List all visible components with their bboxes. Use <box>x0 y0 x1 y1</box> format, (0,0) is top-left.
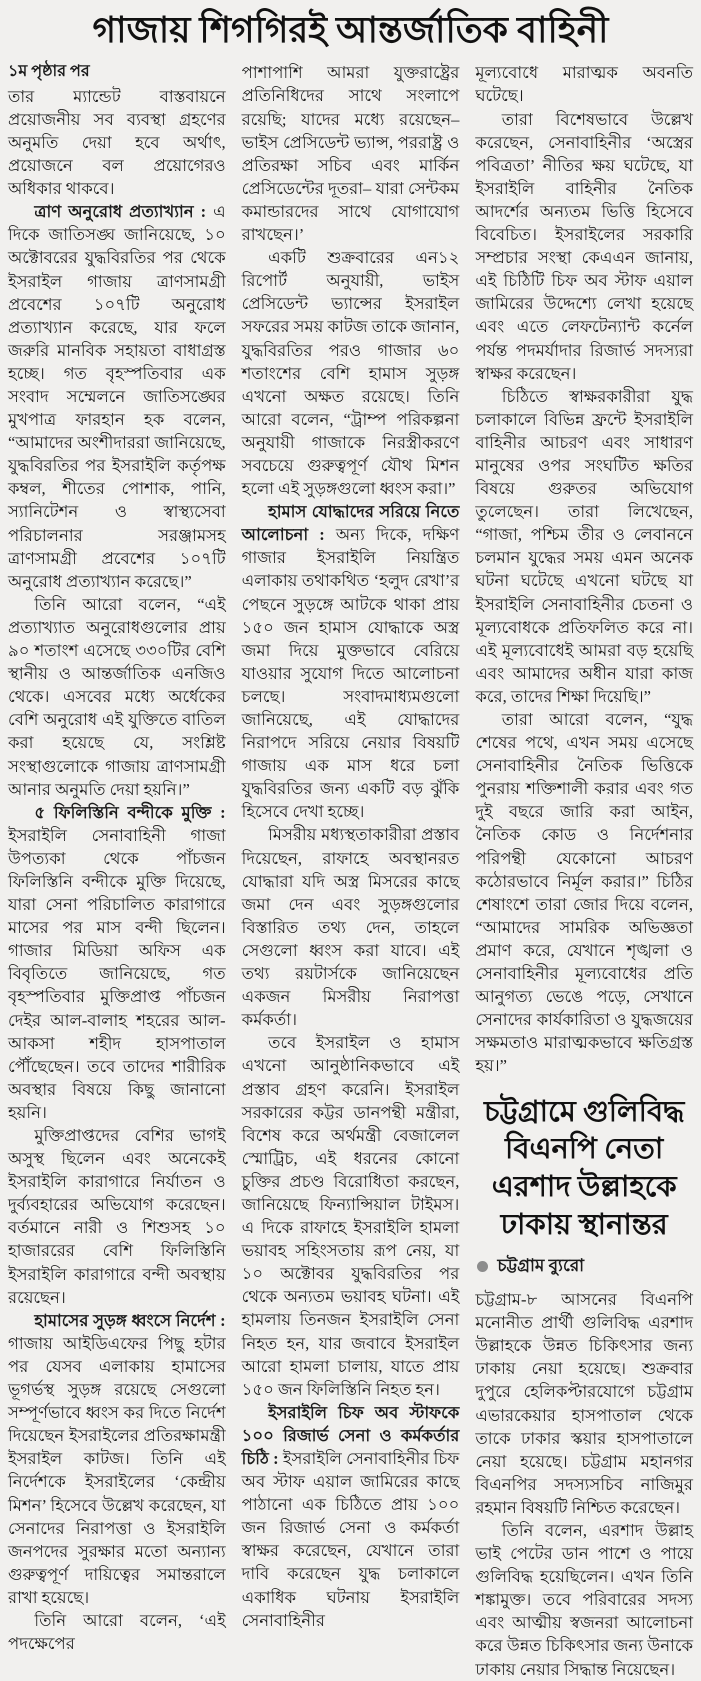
paragraph-text: ইসরাইলি সেনাবাহিনীর চিফ অব স্টাফ এয়াল জামিরের কাছে পাঠানো এক চিঠিতে প্রায় ১০০ জন রিজার্ভ সেনা ও কর্মকর্তা স্বাক্ষর করেছেন, যেখানে তারা দাবি করেছেন যুদ্ধ চলাকালে একাধিক ঘটনায় ইসরাইলি সেনাবাহিনীর <box>241 1449 460 1630</box>
paragraph <box>475 708 693 1078</box>
paragraph-text: তবে ইসরাইল ও হামাস এখনো আনুষ্ঠানিকভাবে এই প্রস্তাব গ্রহণ করেনি। ইসরাইল সরকারের কট্টর ডানপন্থী মন্ত্রীরা, বিশেষ করে অর্থমন্ত্রী বেজালেল স্মোট্রিচ, এই ধরনের কোনো চুক্তির প্রচণ্ড বিরোধিতা করছেন, জানিয়েছে ফিন্যান্সিয়াল টাইমস। এ দিকে রাফাহে ইসরাইলি হামলা ভয়াবহ সহিংসতায় রূপ নেয়, যা ১০ অক্টোবর যুদ্ধবিরতির পর থেকে অন্যতম ভয়াবহ ঘটনা। এই হামলায় তিনজন ইসরাইলি সেনা নিহত হন, যার জবাবে ইসরাইল আরো হামলা চালায়, যাতে প্রায় ১৫০ জন ফিলিস্তিনি নিহত হন। <box>241 1033 460 1399</box>
paragraph-text: চট্টগ্রাম-৮ আসনের বিএনপি মনোনীত প্রার্থী গুলিবিদ্ধ এরশাদ উল্লাহকে উন্নত চিকিৎসার জন্য ঢাকায় নেয়া হয়েছে। শুক্রবার দুপুরে হেলিকপ্টারযোগে চট্টগ্রাম এভারকেয়ার হাসপাতাল থেকে তাকে ঢাকার স্কয়ার হাসপাতালে নেয়া হয়েছে। চট্টগ্রাম মহানগর বিএনপির সদস্যসচিব নাজিমুর রহমান বিষয়টি নিশ্চিত করেছেন। <box>475 1290 694 1517</box>
column-3 <box>475 61 693 1680</box>
paragraph-lead: ত্রাণ অনুরোধ প্রত্যাখ্যান : <box>34 202 214 222</box>
article1-headline: গাজায় শিগগিরই আন্তর্জাতিক বাহিনী <box>92 10 609 50</box>
paragraph-lead: ৫ ফিলিস্তিনি বন্দীকে মুক্তি : <box>34 802 226 822</box>
continuation-note: ১ম পৃষ্ঠার পর <box>8 63 90 81</box>
paragraph-text: তারা আরো বলেন, “যুদ্ধ শেষের পথে, এখন সময় এসেছে সেনাবাহিনীর নৈতিক ভিত্তিকে পুনরায় শক্তিশালী করার এবং গত দুই বছরে জারি করা আইন, নৈতিক কোড ও নির্দেশনার পরিপন্থী যেকোনো আচরণ কঠোরভাবে নির্মূল করার।” চিঠির শেষাংশে তারা জোর দিয়ে বলেন, “আমাদের সামরিক অভিজ্ঞতা প্রমাণ করে, যেখানে শৃঙ্খলা ও সেনাবাহিনীর মূল্যবোধের প্রতি আনুগত্য ভেঙে পড়ে, সেখানে সেনাদের কার্যকারিতা ও যুদ্ধজয়ের সক্ষমতাও মারাত্মকভাবে ক্ষতিগ্রস্ত হয়।” <box>475 710 694 1076</box>
paragraph-lead: হামাসের সুড়ঙ্গ ধ্বংসে নির্দেশ : <box>34 1310 226 1330</box>
paragraph-text: মুক্তিপ্রাপ্তদের বেশির ভাগই অসুস্থ ছিলেন এবং অনেকেই ইসরাইলি কারাগারে নির্যাতন ও দুর্ব্যবহারের অভিযোগ করেছেন। বর্তমানে নারী ও শিশুসহ ১০ হাজাররের বেশি ফিলিস্তিনি ইসরাইলি কারাগারে বন্দী অবস্থায় রয়েছেন। <box>8 1126 226 1307</box>
paragraph-text: তারা বিশেষভাবে উল্লেখ করেছেন, সেনাবাহিনীর ‘অস্ত্রের পবিত্রতা’ নীতির ক্ষয় ঘটেছে, যা ইসরাইলি বাহিনীর নৈতিক আদর্শের অন্যতম ভিত্তি হিসেবে বিবেচিত। ইসরাইলের সরকারি সম্প্রচার সংস্থা কেএএন জানায়, এই চিঠিটি চিফ অব স্টাফ এয়াল জামিরের উদ্দেশ্যে লেখা হয়েছে এবং এতে লেফটেন্যান্ট কর্নেল পর্যন্ত পদমর্যাদার রিজার্ভ সদস্যরা স্বাক্ষর করেছেন। <box>475 109 694 383</box>
paragraph-text: চিঠিতে স্বাক্ষরকারীরা যুদ্ধ চলাকালে বিভিন্ন ফ্রন্টে ইসরাইলি বাহিনীর আচরণ এবং সাধারণ মানুষের ওপর সংঘটিত ক্ষতির বিষয়ে গুরুতর অভিযোগ তুলেছেন। তারা লিখেছেন, “গাজা, পশ্চিম তীর ও লেবাননে চলমান যুদ্ধের সময় এমন অনেক ঘটনা ঘটেছে এখনো ঘটছে যা ইসরাইলি সেনাবাহিনীর চেতনা ও মূল্যবোধকে প্রতিফলিত করে না। এই মূল্যবোধেই আমরা বড় হয়েছি এবং আমাদের অধীন যারা কাজ করে, তাদের শিক্ষা দিয়েছি।” <box>475 386 694 706</box>
paragraph <box>242 1401 460 1632</box>
paragraph <box>475 108 693 385</box>
paragraph <box>475 1288 693 1519</box>
paragraph <box>242 500 460 823</box>
paragraph <box>475 61 693 107</box>
paragraph-text: তার ম্যান্ডেট বাস্তবায়নে প্রয়োজনীয় সব ব্যবস্থা গ্রহণের অনুমতি দেয়া হবে অর্থাৎ, প্রয়োজনে বল প্রয়োগেরও অধিকার থাকবে। <box>8 86 226 199</box>
paragraph-lead: ইসরাইলি চিফ অব স্টাফকে ১০০ রিজার্ভ সেনা ও কর্মকর্তার চিঠি : <box>241 1402 460 1469</box>
paragraph <box>242 1031 460 1401</box>
paragraph-text: গাজায় আইডিএফের পিছু হটার পর যেসব এলাকায় হামাসের ভূগর্ভস্থ সুড়ঙ্গ রয়েছে সেগুলো সম্পূর্ণভাবে ধ্বংস কর দিতে নির্দেশ দিয়েছেন ইসরাইলের প্রতিরক্ষামন্ত্রী ইসরাইল কাটজ। তিনি এই নির্দেশকে ইসরাইলের ‘কেন্দ্রীয় মিশন’ হিসেবে উল্লেখ করেছেন, যা সেনাদের নিরাপত্তা ও ইসরাইলি জনপদের সুরক্ষার মতো অন্যান্য গুরুত্বপূর্ণ দায়িত্বের সমান্তরালে রাখা হয়েছে। <box>8 1333 226 1607</box>
paragraph <box>242 823 460 1031</box>
paragraph <box>475 1519 693 1681</box>
paragraph <box>8 1609 226 1655</box>
bullet-icon <box>477 1261 488 1272</box>
paragraph-text: মূল্যবোধে মারাত্মক অবনতি ঘটেছে। <box>475 63 694 106</box>
paragraph-text: ইসরাইলি সেনাবাহিনী গাজা উপত্যকা থেকে পাঁচজন ফিলিস্তিনি বন্দীকে মুক্তি দিয়েছে, যারা সেনা পরিচালিত কারাগারে মাসের পর মাস বন্দী ছিলেন। গাজার মিডিয়া অফিস এক বিবৃতিতে জানিয়েছে, গত বৃহস্পতিবার মুক্তিপ্রাপ্ত পাঁচজন দেইর আল-বালাহ শহরের আল-আকসা শহীদ হাসপাতাল পৌঁছেছেন। তবে তাদের শারীরিক অবস্থার বিষয়ে কিছু জানানো হয়নি। <box>8 825 226 1122</box>
paragraph <box>8 593 226 801</box>
paragraph-text: তিনি আরো বলেন, “এই প্রত্যাখ্যাত অনুরোধগুলোর প্রায় ৯০ শতাংশ এসেছে ৩৩০টির বেশি স্থানীয় ও আন্তর্জাতিক এনজিও থেকে। এসবের মধ্যে অর্ধেকের বেশি অনুরোধ এই যুক্তিতে বাতিল করা হয়েছে যে, সংশ্লিষ্ট সংস্থাগুলোকে গাজায় ত্রাণসামগ্রী আনার অনুমতি দেয়া হয়নি।” <box>8 594 226 799</box>
article2 <box>475 1094 693 1681</box>
paragraph-lead: হামাস যোদ্ধাদের সরিয়ে নিতে আলোচনা : <box>241 502 460 545</box>
paragraph <box>242 246 460 500</box>
paragraph <box>8 1124 226 1309</box>
paragraph-text: মিসরীয় মধ্যস্থতাকারীরা প্রস্তাব দিয়েছেন, রাফাহে অবস্থানরত যোদ্ধারা যদি অস্ত্র মিসরের কাছে জমা দেন এবং সুড়ঙ্গগুলোর বিস্তারিত তথ্য দেন, তাহলে সেগুলো ধ্বংস করা যাবে। এই তথ্য রয়টার্সকে জানিয়েছেন একজন মিসরীয় নিরাপত্তা কর্মকর্তা। <box>241 825 460 1030</box>
paragraph <box>242 61 460 246</box>
article-columns <box>8 61 693 1680</box>
paragraph-text: এ দিকে জাতিসঙ্ঘ জানিয়েছে, ১০ অক্টোবরের যুদ্ধবিরতির পর থেকে ইসরাইল গাজায় ত্রাণসামগ্রী প্রবেশের ১০৭টি অনুরোধ প্রত্যাখ্যান করেছে, যার ফলে জরুরি মানবিক সহায়তা বাধাগ্রস্ত হচ্ছে। গত বৃহস্পতিবার এক সংবাদ সম্মেলনে জাতিসঙ্ঘের মুখপাত্র ফারহান হক বলেন, “আমাদের অংশীদাররা জানিয়েছে, যুদ্ধবিরতির পর ইসরাইলি কর্তৃপক্ষ কম্বল, শীতের পোশাক, পানি, স্যানিটেশন ও স্বাস্থ্যসেবা পরিচালনার সরঞ্জামসহ ত্রাণসামগ্রী প্রবেশের ১০৭টি অনুরোধ প্রত্যাখ্যান করেছে।” <box>8 202 226 591</box>
paragraph <box>475 385 693 708</box>
paragraph-text: পাশাপাশি আমরা যুক্তরাষ্ট্রের প্রতিনিধিদের সাথে সংলাপে রয়েছি; যাদের মধ্যে রয়েছেন– ভাইস প্রেসিডেন্ট ভ্যান্স, পররাষ্ট্র ও প্রতিরক্ষা সচিব এবং মার্কিন প্রেসিডেন্টের দূতরা– যারা সেন্টকম কমান্ডারদের সাথে যোগাযোগ রাখছেন।’ <box>241 63 460 245</box>
paragraph-text: তিনি আরো বলেন, ‘এই পদক্ষেপের <box>8 1610 226 1654</box>
article2-byline <box>477 1254 693 1278</box>
column-2 <box>242 61 460 1631</box>
paragraph <box>8 1309 226 1609</box>
byline-label: চট্টগ্রাম ব্যুরো <box>497 1256 585 1276</box>
article2-headline: চট্টগ্রামে গুলিবিদ্ধ বিএনপি নেতা এরশাদ উল্লাহকে ঢাকায় স্থানান্তর <box>483 1095 685 1241</box>
paragraph-text: তিনি বলেন, এরশাদ উল্লাহ ভাই পেটের ডান পাশে ও পায়ে গুলিবিদ্ধ হয়েছিলেন। এখন তিনি শঙ্কামুক্ত। তবে পরিবারের সদস্য এবং আত্মীয় স্বজনরা আলোচনা করে উন্নত চিকিৎসার জন্য উনাকে ঢাকায় নেয়ার সিদ্ধান্ত নিয়েছেন। <box>475 1521 694 1679</box>
paragraph <box>8 200 226 593</box>
paragraph <box>8 85 226 200</box>
paragraph-text: একটি শুক্রবারের এন১২ রিপোর্ট অনুযায়ী, ভাইস প্রেসিডেন্ট ভ্যান্সের ইসরাইল সফরের সময় কাটজ তাকে জানান, যুদ্ধবিরতির পরও গাজার ৬০ শতাংশের বেশি হামাস সুড়ঙ্গ এখনো অক্ষত রয়েছে। তিনি আরো বলেন, “ট্রাম্প পরিকল্পনা অনুযায়ী গাজাকে নিরস্ত্রীকরণে সবচেয়ে গুরুত্বপূর্ণ যৌথ মিশন হলো এই সুড়ঙ্গগুলো ধ্বংস করা।” <box>241 248 460 499</box>
paragraph <box>8 801 226 1124</box>
paragraph-text: অন্য দিকে, দক্ষিণ গাজার ইসরাইলি নিয়ন্ত্রিত এলাকায় তথাকথিত ‘হলুদ রেখা’র পেছনে সুড়ঙ্গে আটকে থাকা প্রায় ১৫০ জন হামাস যোদ্ধাকে অস্ত্র জমা দিয়ে মুক্তভাবে বেরিয়ে যাওয়ার সুযোগ দিতে আলোচনা চলছে। সংবাদমাধ্যমগুলো জানিয়েছে, এই যোদ্ধাদের নিরাপদে সরিয়ে নেয়ার বিষয়টি গাজায় এক মাস ধরে চলা যুদ্ধবিরতির জন্য একটি বড় ঝুঁকি হিসেবে দেখা হচ্ছে। <box>241 525 460 822</box>
column-1 <box>8 61 226 1655</box>
